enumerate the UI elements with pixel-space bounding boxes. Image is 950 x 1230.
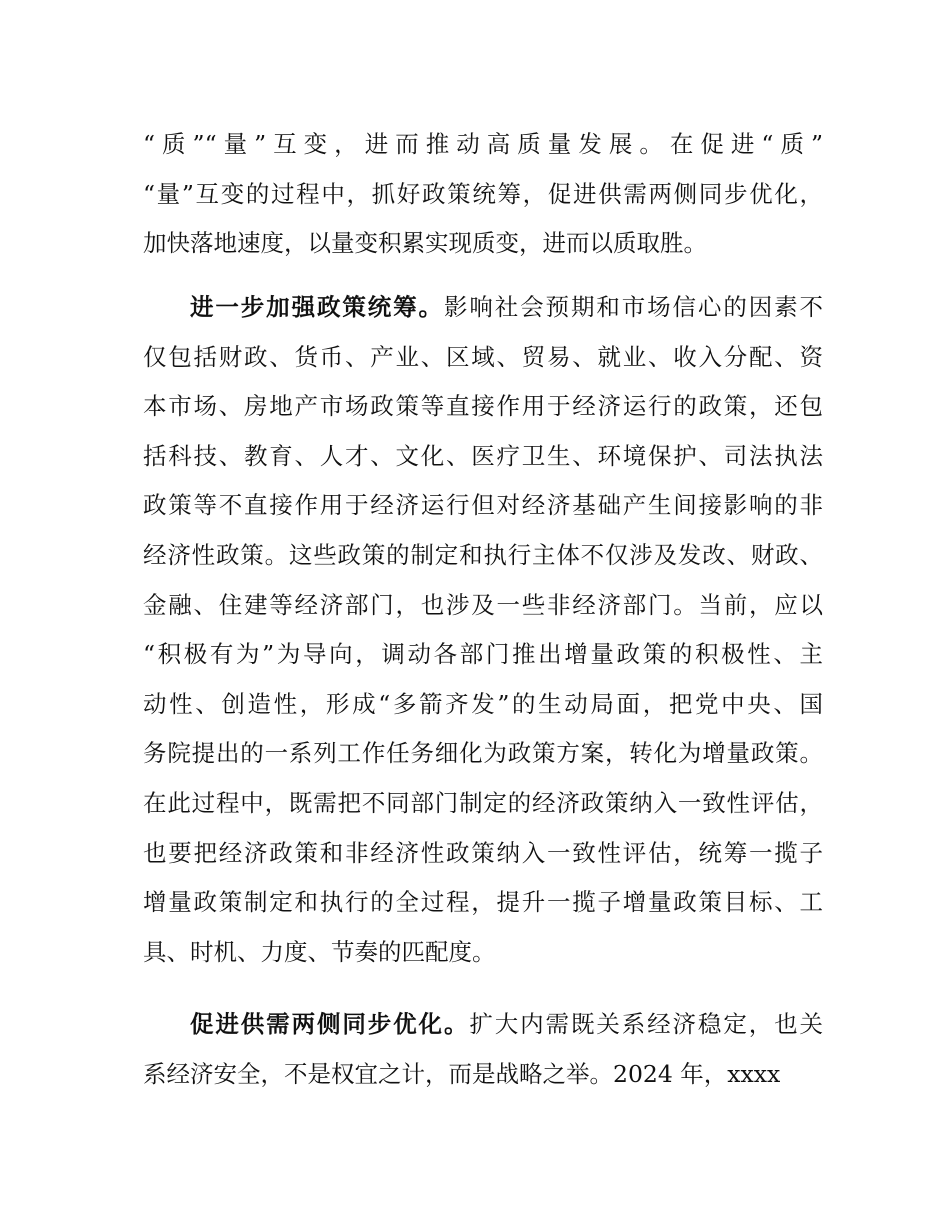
paragraph-supply-demand — [143, 1000, 823, 1099]
text-line: 系经济安全，不是权宜之计，而是战略之举。2024 年，xxxx — [143, 1059, 781, 1088]
text-run: 影响社会预期和市场信心的因素不 — [443, 293, 824, 321]
text-line: 也要把经济政策和非经济性政策纳入一致性评估，统筹一揽子 — [143, 838, 823, 867]
text-line-first — [143, 1000, 823, 1050]
text-line: 经济性政策。这些政策的制定和执行主体不仅涉及发改、财政、 — [143, 540, 823, 569]
paragraph-heading: 进一步加强政策统筹。 — [190, 293, 444, 321]
paragraph-policy-coordination — [143, 283, 823, 977]
text-line: 务院提出的一系列工作任务细化为政策方案，转化为增量政策。 — [143, 739, 823, 768]
text-line-first — [143, 283, 823, 333]
text-line: 政策等不直接作用于经济运行但对经济基础产生间接影响的非 — [143, 491, 823, 520]
text-run: 扩大内需既关系经济稳定，也关 — [469, 1010, 824, 1038]
paragraph-continuation — [143, 120, 823, 269]
text-line: 动性、创造性，形成“多箭齐发”的生动局面，把党中央、国 — [143, 689, 823, 718]
text-line: 加快落地速度，以量变积累实现质变，进而以质取胜。 — [143, 229, 707, 258]
text-line: 增量政策制定和执行的全过程，提升一揽子增量政策目标、工 — [143, 888, 823, 917]
text-line: 金融、住建等经济部门，也涉及一些非经济部门。当前，应以 — [143, 590, 823, 619]
text-line: 括科技、教育、人才、文化、医疗卫生、环境保护、司法执法 — [143, 441, 823, 470]
paragraph-heading: 促进供需两侧同步优化。 — [190, 1010, 470, 1038]
text-line: 在此过程中，既需把不同部门制定的经济政策纳入一致性评估， — [143, 788, 823, 817]
text-line: “积极有为”为导向，调动各部门推出增量政策的积极性、主 — [143, 640, 823, 669]
text-line: “质”“量”互变，进而推动高质量发展。在促进“质” — [143, 130, 823, 158]
text-line: 本市场、房地产市场政策等直接作用于经济运行的政策，还包 — [143, 392, 823, 421]
text-line: 具、时机、力度、节奏的匹配度。 — [143, 937, 496, 966]
text-line: 仅包括财政、货币、产业、区域、贸易、就业、收入分配、资 — [143, 342, 823, 371]
text-line: “量”互变的过程中，抓好政策统筹，促进供需两侧同步优化， — [143, 179, 823, 208]
